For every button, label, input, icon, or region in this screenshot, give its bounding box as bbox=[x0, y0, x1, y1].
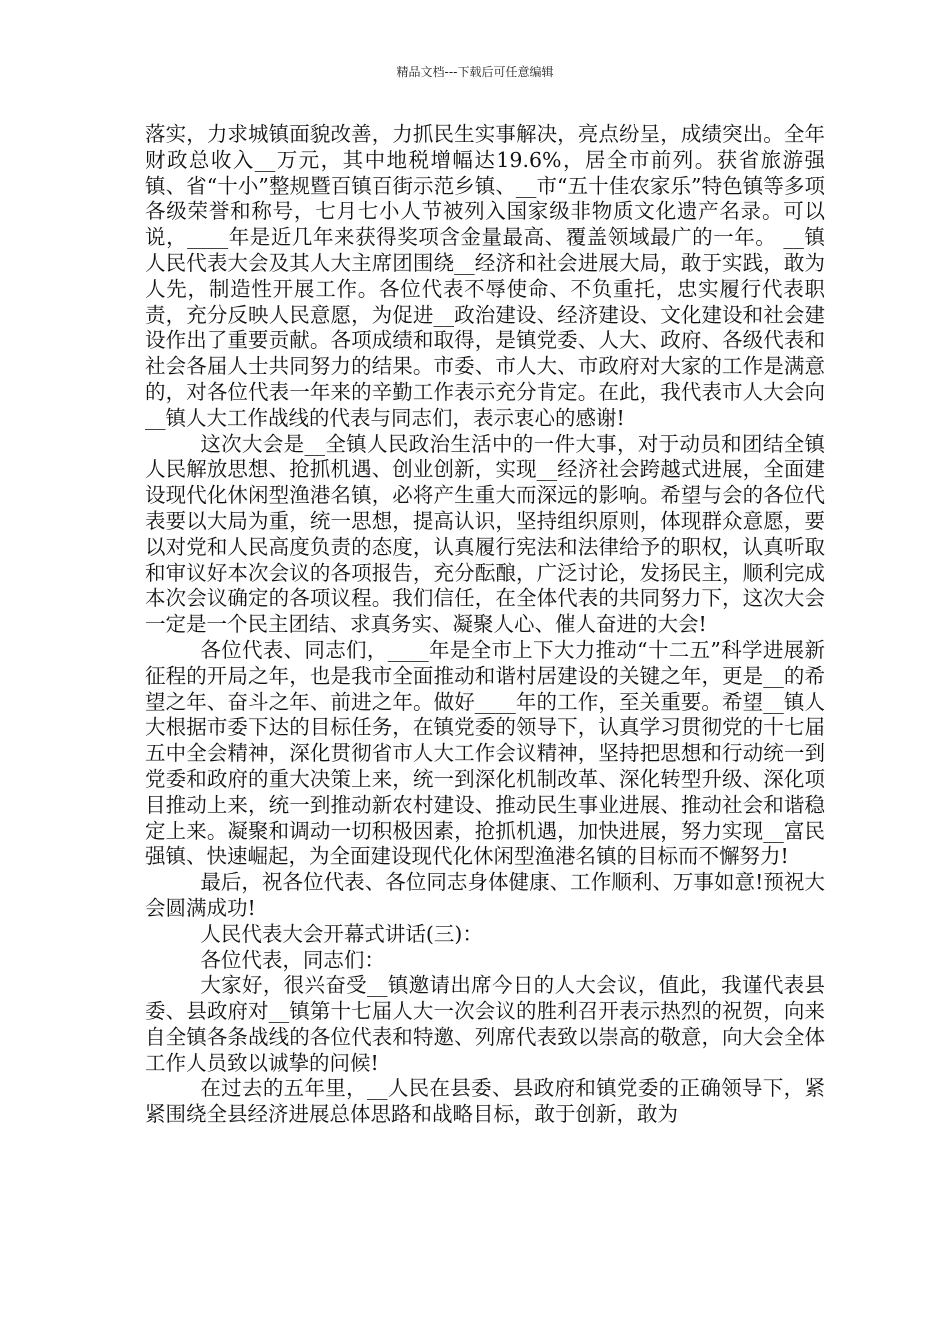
page-header: 精品文档---下载后可任意编辑 bbox=[396, 65, 554, 79]
document-body bbox=[145, 122, 825, 1128]
paragraph-6: 在过去的五年里，__人民在县委、县政府和镇党委的正确领导下，紧紧围绕全县经济进展总体思路和战略目标，敢于创新，敢为 bbox=[145, 1076, 825, 1127]
paragraph-3: 各位代表、同志们，____年是全市上下大力推动“十二五”科学进展新征程的开局之年，也是我市全面推动和谐村居建设的关键之年，更是__的希望之年、奋斗之年、前进之年。做好____年的工作，至关重要。希望__镇人大根据市委下达的目标任务，在镇党委的领导下，认真学习贯彻党的十七届五中全会精神，深化贯彻省市人大工作会议精神，坚持把思想和行动统一到党委和政府的重大决策上来，统一到深化机制改革、深化转型升级、深化项目推动上来，统一到推动新农村建设、推动民生事业进展、推动社会和谐稳定上来。凝聚和调动一切积极因素，抢抓机遇，加快进展，努力实现__富民强镇、快速崛起，为全面建设现代化休闲型渔港名镇的目标而不懈努力! bbox=[145, 637, 825, 869]
paragraph-5: 大家好，很兴奋受__镇邀请出席今日的人大会议，值此，我谨代表县委、县政府对__镇第十七届人大一次会议的胜利召开表示热烈的祝贺，向来自全镇各条战线的各位代表和特邀、列席代表致以崇高的敬意，向大会全体工作人员致以诚挚的问候! bbox=[145, 973, 825, 1075]
paragraph-2: 这次大会是__全镇人民政治生活中的一件大事，对于动员和团结全镇人民解放思想、抢抓机遇、创业创新，实现__经济社会跨越式进展，全面建设现代化休闲型渔港名镇，必将产生重大而深远的影响。希望与会的各位代表要以大局为重，统一思想，提高认识，坚持组织原则，体现群众意愿，要以对党和人民高度负责的态度，认真履行宪法和法律给予的职权，认真听取和审议好本次会议的各项报告，充分酝酿，广泛讨论，发扬民主，顺利完成本次会议确定的各项议程。我们信任，在全体代表的共同努力下，这次大会一定是一个民主团结、求真务实、凝聚人心、催人奋进的大会! bbox=[145, 431, 825, 637]
paragraph-1: 落实，力求城镇面貌改善，力抓民生实事解决，亮点纷呈，成绩突出。全年财政总收入__万元，其中地税增幅达19.6%，居全市前列。获省旅游强镇、省“十小”整规暨百镇百街示范乡镇、__市“五十佳农家乐”特色镇等多项各级荣誉和称号，七月七小人节被列入国家级非物质文化遗产名录。可以说，____年是近几年来获得奖项含金量最高、覆盖领域最广的一年。 __镇人民代表大会及其人大主席团围绕__经济和社会进展大局，敢于实践，敢为人先，制造性开展工作。各位代表不辱使命、不负重托，忠实履行代表职责，充分反映人民意愿，为促进__政治建设、经济建设、文化建设和社会建设作出了重要贡献。各项成绩和取得，是镇党委、人大、政府、各级代表和社会各届人士共同努力的结果。市委、市人大、市政府对大家的工作是满意的，对各位代表一年来的辛勤工作表示充分肯定。在此，我代表市人大会向__镇人大工作战线的代表与同志们，表示衷心的感谢! bbox=[145, 122, 825, 430]
paragraph-4: 最后，祝各位代表、各位同志身体健康、工作顺利、万事如意!预祝大会圆满成功! bbox=[145, 870, 825, 920]
section-title: 人民代表大会开幕式讲话(三)： bbox=[200, 921, 483, 946]
salutation: 各位代表，同志们： bbox=[200, 947, 385, 972]
